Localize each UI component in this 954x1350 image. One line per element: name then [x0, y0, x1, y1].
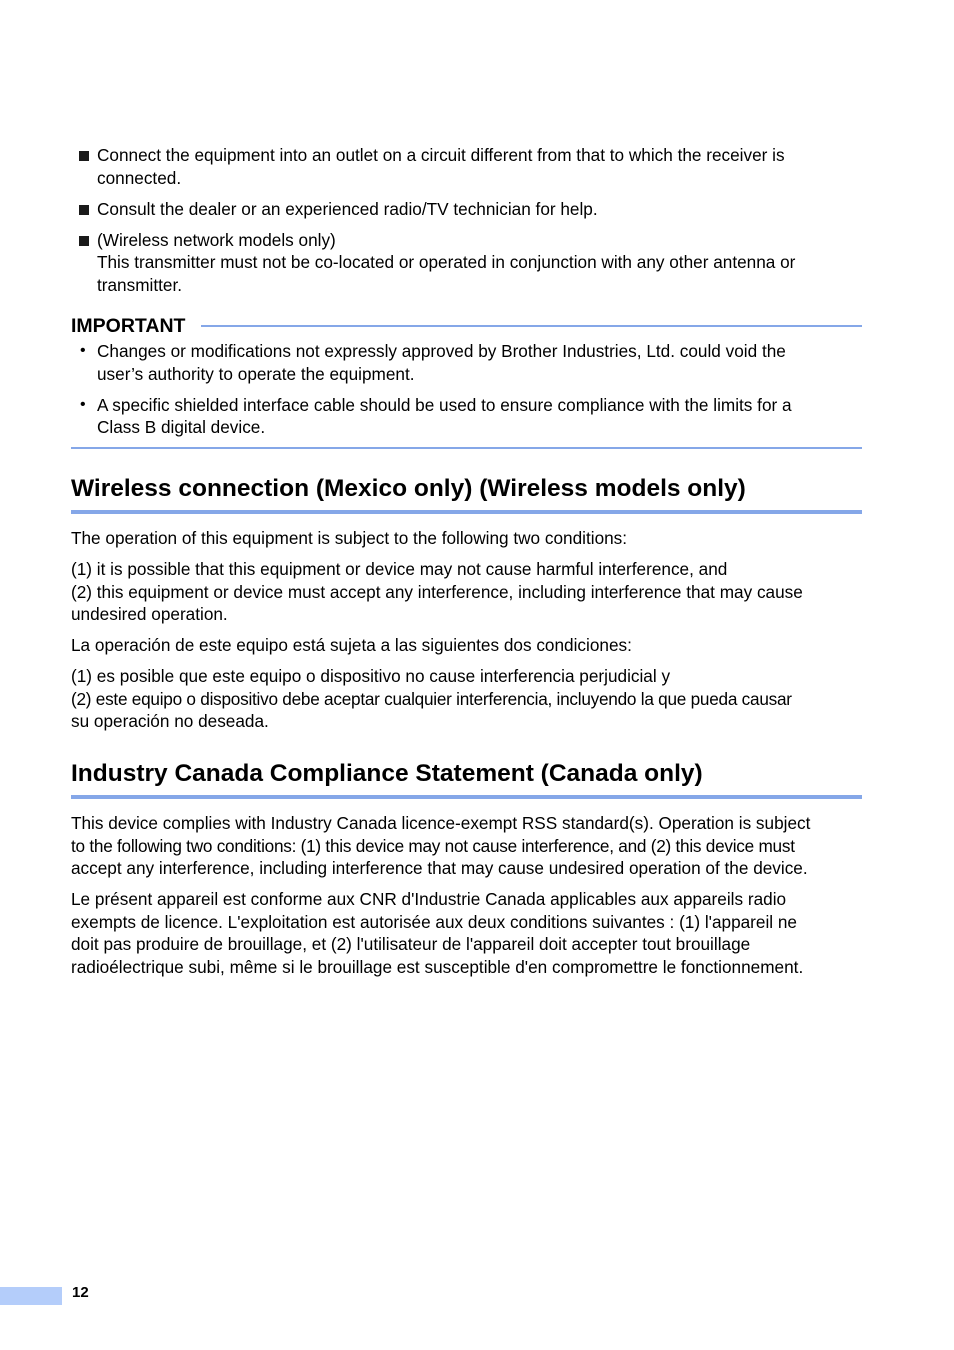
paragraph [71, 558, 862, 626]
list-item-line: transmitter. [97, 274, 183, 295]
dot-bullet-icon: • [80, 342, 86, 359]
important-header [71, 313, 862, 339]
paragraph-line: (2) este equipo o dispositivo debe aceptar cualquier interferencia, incluyendo la que pueda causar [71, 688, 792, 709]
list-item-line: This transmitter must not be co-located or operated in conjunction with any other antenna or [97, 252, 796, 272]
list-item-line: (Wireless network models only) [97, 229, 336, 250]
list-item [71, 198, 862, 221]
page-number: 12 [72, 1284, 89, 1301]
section-heading: Industry Canada Compliance Statement (Canada only) [71, 759, 862, 799]
list-item [71, 340, 862, 385]
section-heading: Wireless connection (Mexico only) (Wireless models only) [71, 474, 862, 514]
square-bullet-icon [79, 151, 89, 161]
canada-section [71, 759, 862, 978]
paragraph [71, 665, 862, 733]
important-header-rule [201, 325, 862, 327]
paragraph-line: exempts de licence. L'exploitation est autorisée aux deux conditions suivantes : (1) l'appareil ne [71, 911, 797, 932]
important-list [71, 340, 862, 439]
paragraph-line: accept any interference, including interference that may cause undesired operation of the device. [71, 858, 808, 878]
list-item-line: Class B digital device. [97, 417, 266, 437]
paragraph: The operation of this equipment is subject to the following two conditions: [71, 528, 628, 548]
paragraph-line: undesired operation. [71, 604, 228, 624]
paragraph [71, 812, 862, 880]
paragraph-line: Le présent appareil est conforme aux CNR d'Industrie Canada applicables aux appareils radio [71, 889, 787, 909]
paragraph-line: This device complies with Industry Canada licence-exempt RSS standard(s). Operation is subject [71, 813, 811, 833]
dot-bullet-icon: • [80, 395, 86, 413]
list-item-line: user’s authority to operate the equipment. [97, 363, 415, 384]
square-bullet-icon [79, 205, 89, 215]
paragraph-line: (1) es posible que este equipo o dispositivo no cause interferencia perjudicial y [71, 666, 671, 686]
list-item-line: Consult the dealer or an experienced radio/TV technician for help. [97, 198, 598, 219]
important-title: IMPORTANT [71, 314, 186, 337]
paragraph-line: radioélectrique subi, même si le brouillage est susceptible d'en compromettre le fonctionnement. [71, 956, 804, 977]
footer-tab-bar [0, 1287, 62, 1305]
paragraph: La operación de este equipo está sujeta a las siguientes dos condiciones: [71, 635, 632, 655]
paragraph-line: su operación no deseada. [71, 711, 269, 731]
list-item [71, 229, 862, 297]
square-bullet-icon [79, 236, 89, 246]
fcc-bullet-list [71, 144, 862, 305]
list-item [71, 144, 862, 189]
mexico-section [71, 474, 862, 733]
paragraph-line: to the following two conditions: (1) this device may not cause interference, and (2) this device must [71, 835, 795, 856]
paragraph-line: (1) it is possible that this equipment or device may not cause harmful interference, and [71, 559, 728, 579]
paragraph [71, 888, 862, 978]
list-item-line: A specific shielded interface cable should be used to ensure compliance with the limits for a [97, 394, 792, 415]
list-item-line: Connect the equipment into an outlet on a circuit different from that to which the receiver is [97, 145, 785, 165]
important-bottom-rule [71, 447, 862, 449]
important-box [71, 313, 862, 449]
paragraph-line: doit pas produire de brouillage, et (2) l'utilisateur de l'appareil doit accepter tout brouillage [71, 934, 751, 954]
list-item-line: Changes or modifications not expressly approved by Brother Industries, Ltd. could void the [97, 341, 786, 361]
list-item [71, 394, 862, 439]
paragraph-line: (2) this equipment or device must accept any interference, including interference that may cause [71, 581, 803, 602]
list-item-line: connected. [97, 167, 182, 188]
